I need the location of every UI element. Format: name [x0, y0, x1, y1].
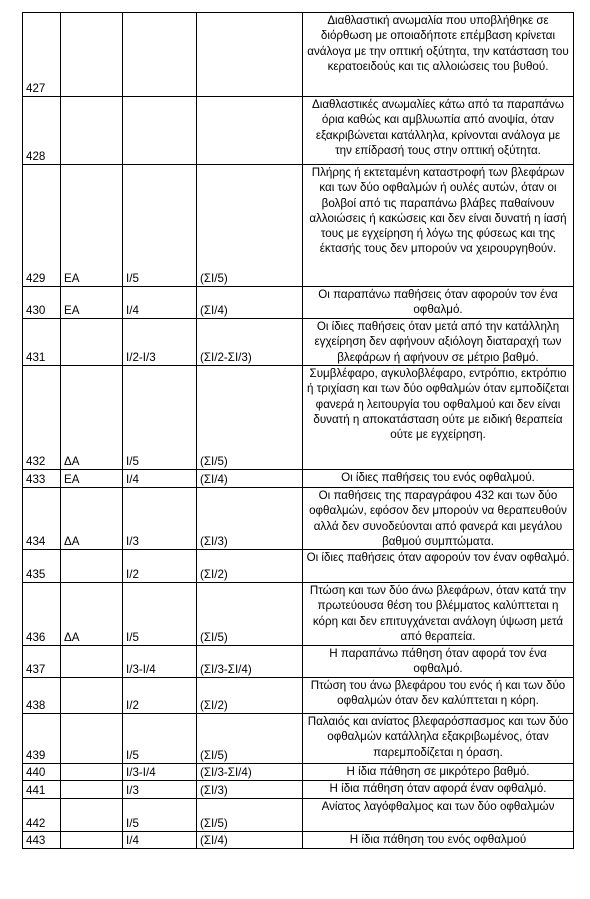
article-number: 434	[23, 488, 61, 550]
description-cell: Η ίδια πάθηση όταν αφορά έναν οφθαλμό.	[303, 781, 574, 799]
code-alt-cell: (ΣΙ/2-ΣΙ/3)	[197, 319, 303, 366]
code-cell: Ι/3	[123, 488, 197, 550]
description-cell: Παλαιός και ανίατος βλεφαρόσπασμος και των δύο οφθαλμών κατάλληλα εξακριβωμένος, όταν παρεμποδίζεται η όραση.	[303, 714, 574, 764]
code-cell: Ι/4	[123, 832, 197, 849]
code-cell: Ι/5	[123, 799, 197, 832]
code-cell: Ι/2	[123, 678, 197, 714]
description-cell: Οι ίδιες παθήσεις όταν μετά από την κατάλληλη εγχείρηση δεν αφήνουν αξιόλογη διαταραχή των βλεφάρων ή αφήνουν σε μέτριο βαθμό.	[303, 319, 574, 366]
code-alt-cell: (ΣΙ/2)	[197, 678, 303, 714]
description-cell: Η ίδια πάθηση σε μικρότερο βαθμό.	[303, 764, 574, 781]
table-row	[23, 799, 574, 832]
code-cell	[123, 97, 197, 165]
category-cell	[61, 646, 123, 678]
code-alt-cell: (ΣΙ/3)	[197, 781, 303, 799]
code-alt-cell: (ΣΙ/5)	[197, 714, 303, 764]
code-alt-cell: (ΣΙ/2)	[197, 550, 303, 583]
description-cell: Η παραπάνω πάθηση όταν αφορά τον ένα οφθαλμό.	[303, 646, 574, 678]
code-alt-cell: (ΣΙ/5)	[197, 366, 303, 470]
article-number: 439	[23, 714, 61, 764]
code-alt-cell: (ΣΙ/4)	[197, 470, 303, 488]
disability-table	[22, 12, 574, 849]
category-cell	[61, 832, 123, 849]
code-alt-cell: (ΣΙ/4)	[197, 287, 303, 319]
code-cell: Ι/5	[123, 366, 197, 470]
table-row	[23, 488, 574, 550]
table-row	[23, 714, 574, 764]
description-cell: Πτώση του άνω βλεφάρου του ενός ή και των δύο οφθαλμών όταν δεν καλύπτεται η κόρη.	[303, 678, 574, 714]
article-number: 433	[23, 470, 61, 488]
code-cell: Ι/5	[123, 165, 197, 287]
table-row	[23, 646, 574, 678]
article-number: 429	[23, 165, 61, 287]
article-number: 443	[23, 832, 61, 849]
category-cell	[61, 319, 123, 366]
description-cell: Οι ίδιες παθήσεις του ενός οφθαλμού.	[303, 470, 574, 488]
table-row	[23, 366, 574, 470]
description-cell: Πλήρης ή εκτεταμένη καταστροφή των βλεφάρων και των δύο οφθαλμών ή ουλές αυτών, όταν οι βολβοί από τις παραπάνω βλάβες παθαίνουν αλλοιώσεις ή κακώσεις και δεν είναι δυνατή η ίασή τους με εγχείρηση ή λόγω της φύσεως και της έκτασής τους δεν μπορούν να χειρουργηθούν.	[303, 165, 574, 287]
article-number: 428	[23, 97, 61, 165]
code-alt-cell: (ΣΙ/5)	[197, 799, 303, 832]
code-cell: Ι/2	[123, 550, 197, 583]
category-cell	[61, 714, 123, 764]
article-number: 437	[23, 646, 61, 678]
category-cell	[61, 678, 123, 714]
article-number: 441	[23, 781, 61, 799]
table-row	[23, 319, 574, 366]
code-cell: Ι/5	[123, 583, 197, 646]
code-alt-cell: (ΣΙ/3-ΣΙ/4)	[197, 646, 303, 678]
table-row	[23, 550, 574, 583]
code-alt-cell: (ΣΙ/5)	[197, 583, 303, 646]
article-number: 440	[23, 764, 61, 781]
table-row	[23, 764, 574, 781]
article-number: 438	[23, 678, 61, 714]
description-cell: Διαθλαστικές ανωμαλίες κάτω από τα παραπάνω όρια καθώς και αμβλυωπία από ανοψία, όταν εξακριβώνεται κατάλληλα, κρίνονται ανάλογα με την επίδρασή τους στην οπτική οξύτητα.	[303, 97, 574, 165]
description-cell: Ανίατος λαγόφθαλμος και των δύο οφθαλμών	[303, 799, 574, 832]
code-cell: Ι/4	[123, 470, 197, 488]
table-row	[23, 832, 574, 849]
code-cell: Ι/4	[123, 287, 197, 319]
description-cell: Συμβλέφαρο, αγκυλοβλέφαρο, εντρόπιο, εκτρόπιο ή τριχίαση και των δύο οφθαλμών όταν εμποδίζεται φανερά η λειτουργία του οφθαλμού και δεν είναι δυνατή η αποκατάσταση ούτε με ειδική θεραπεία ούτε με εγχείρηση.	[303, 366, 574, 470]
table-row	[23, 165, 574, 287]
table-row	[23, 678, 574, 714]
table-row	[23, 287, 574, 319]
article-number: 432	[23, 366, 61, 470]
table-body	[23, 13, 574, 849]
article-number: 436	[23, 583, 61, 646]
code-cell	[123, 13, 197, 97]
article-number: 435	[23, 550, 61, 583]
category-cell	[61, 764, 123, 781]
code-cell: Ι/3-Ι/4	[123, 764, 197, 781]
description-cell: Οι ίδιες παθήσεις όταν αφορούν τον έναν οφθαλμό.	[303, 550, 574, 583]
code-alt-cell: (ΣΙ/4)	[197, 832, 303, 849]
description-cell: Πτώση και των δύο άνω βλεφάρων, όταν κατά την πρωτεύουσα θέση του βλέμματος καλύπτεται η κόρη και δεν επιτυγχάνεται ανάλογη ύψωση μετά από θεραπεία.	[303, 583, 574, 646]
table-row	[23, 781, 574, 799]
category-cell: ΔΑ	[61, 366, 123, 470]
description-cell: Οι παραπάνω παθήσεις όταν αφορούν τον ένα οφθαλμό.	[303, 287, 574, 319]
category-cell	[61, 13, 123, 97]
code-alt-cell	[197, 13, 303, 97]
article-number: 430	[23, 287, 61, 319]
description-cell: Διαθλαστική ανωμαλία που υποβλήθηκε σε διόρθωση με οποιαδήποτε επέμβαση κρίνεται ανάλογα με την οπτική οξύτητα, την κατάσταση του κερατοειδούς και τις αλλοιώσεις του βυθού.	[303, 13, 574, 97]
article-number: 431	[23, 319, 61, 366]
category-cell	[61, 550, 123, 583]
category-cell: ΔΑ	[61, 488, 123, 550]
table-row	[23, 97, 574, 165]
category-cell: ΕΑ	[61, 287, 123, 319]
category-cell	[61, 781, 123, 799]
description-cell: Οι παθήσεις της παραγράφου 432 και των δύο οφθαλμών, εφόσον δεν μπορούν να θεραπευθούν αλλά δεν συνοδεύονται από φανερά και μεγάλου βαθμού συμπτώματα.	[303, 488, 574, 550]
code-alt-cell	[197, 97, 303, 165]
description-cell: Η ίδια πάθηση του ενός οφθαλμού	[303, 832, 574, 849]
table-row	[23, 13, 574, 97]
code-alt-cell: (ΣΙ/3)	[197, 488, 303, 550]
category-cell: ΕΑ	[61, 165, 123, 287]
category-cell	[61, 799, 123, 832]
category-cell: ΕΑ	[61, 470, 123, 488]
article-number: 427	[23, 13, 61, 97]
table-row	[23, 583, 574, 646]
category-cell	[61, 97, 123, 165]
table-row	[23, 470, 574, 488]
code-alt-cell: (ΣΙ/3-ΣΙ/4)	[197, 764, 303, 781]
category-cell: ΔΑ	[61, 583, 123, 646]
code-cell: Ι/2-Ι/3	[123, 319, 197, 366]
code-cell: Ι/3	[123, 781, 197, 799]
code-cell: Ι/3-Ι/4	[123, 646, 197, 678]
article-number: 442	[23, 799, 61, 832]
code-alt-cell: (ΣΙ/5)	[197, 165, 303, 287]
code-cell: Ι/5	[123, 714, 197, 764]
